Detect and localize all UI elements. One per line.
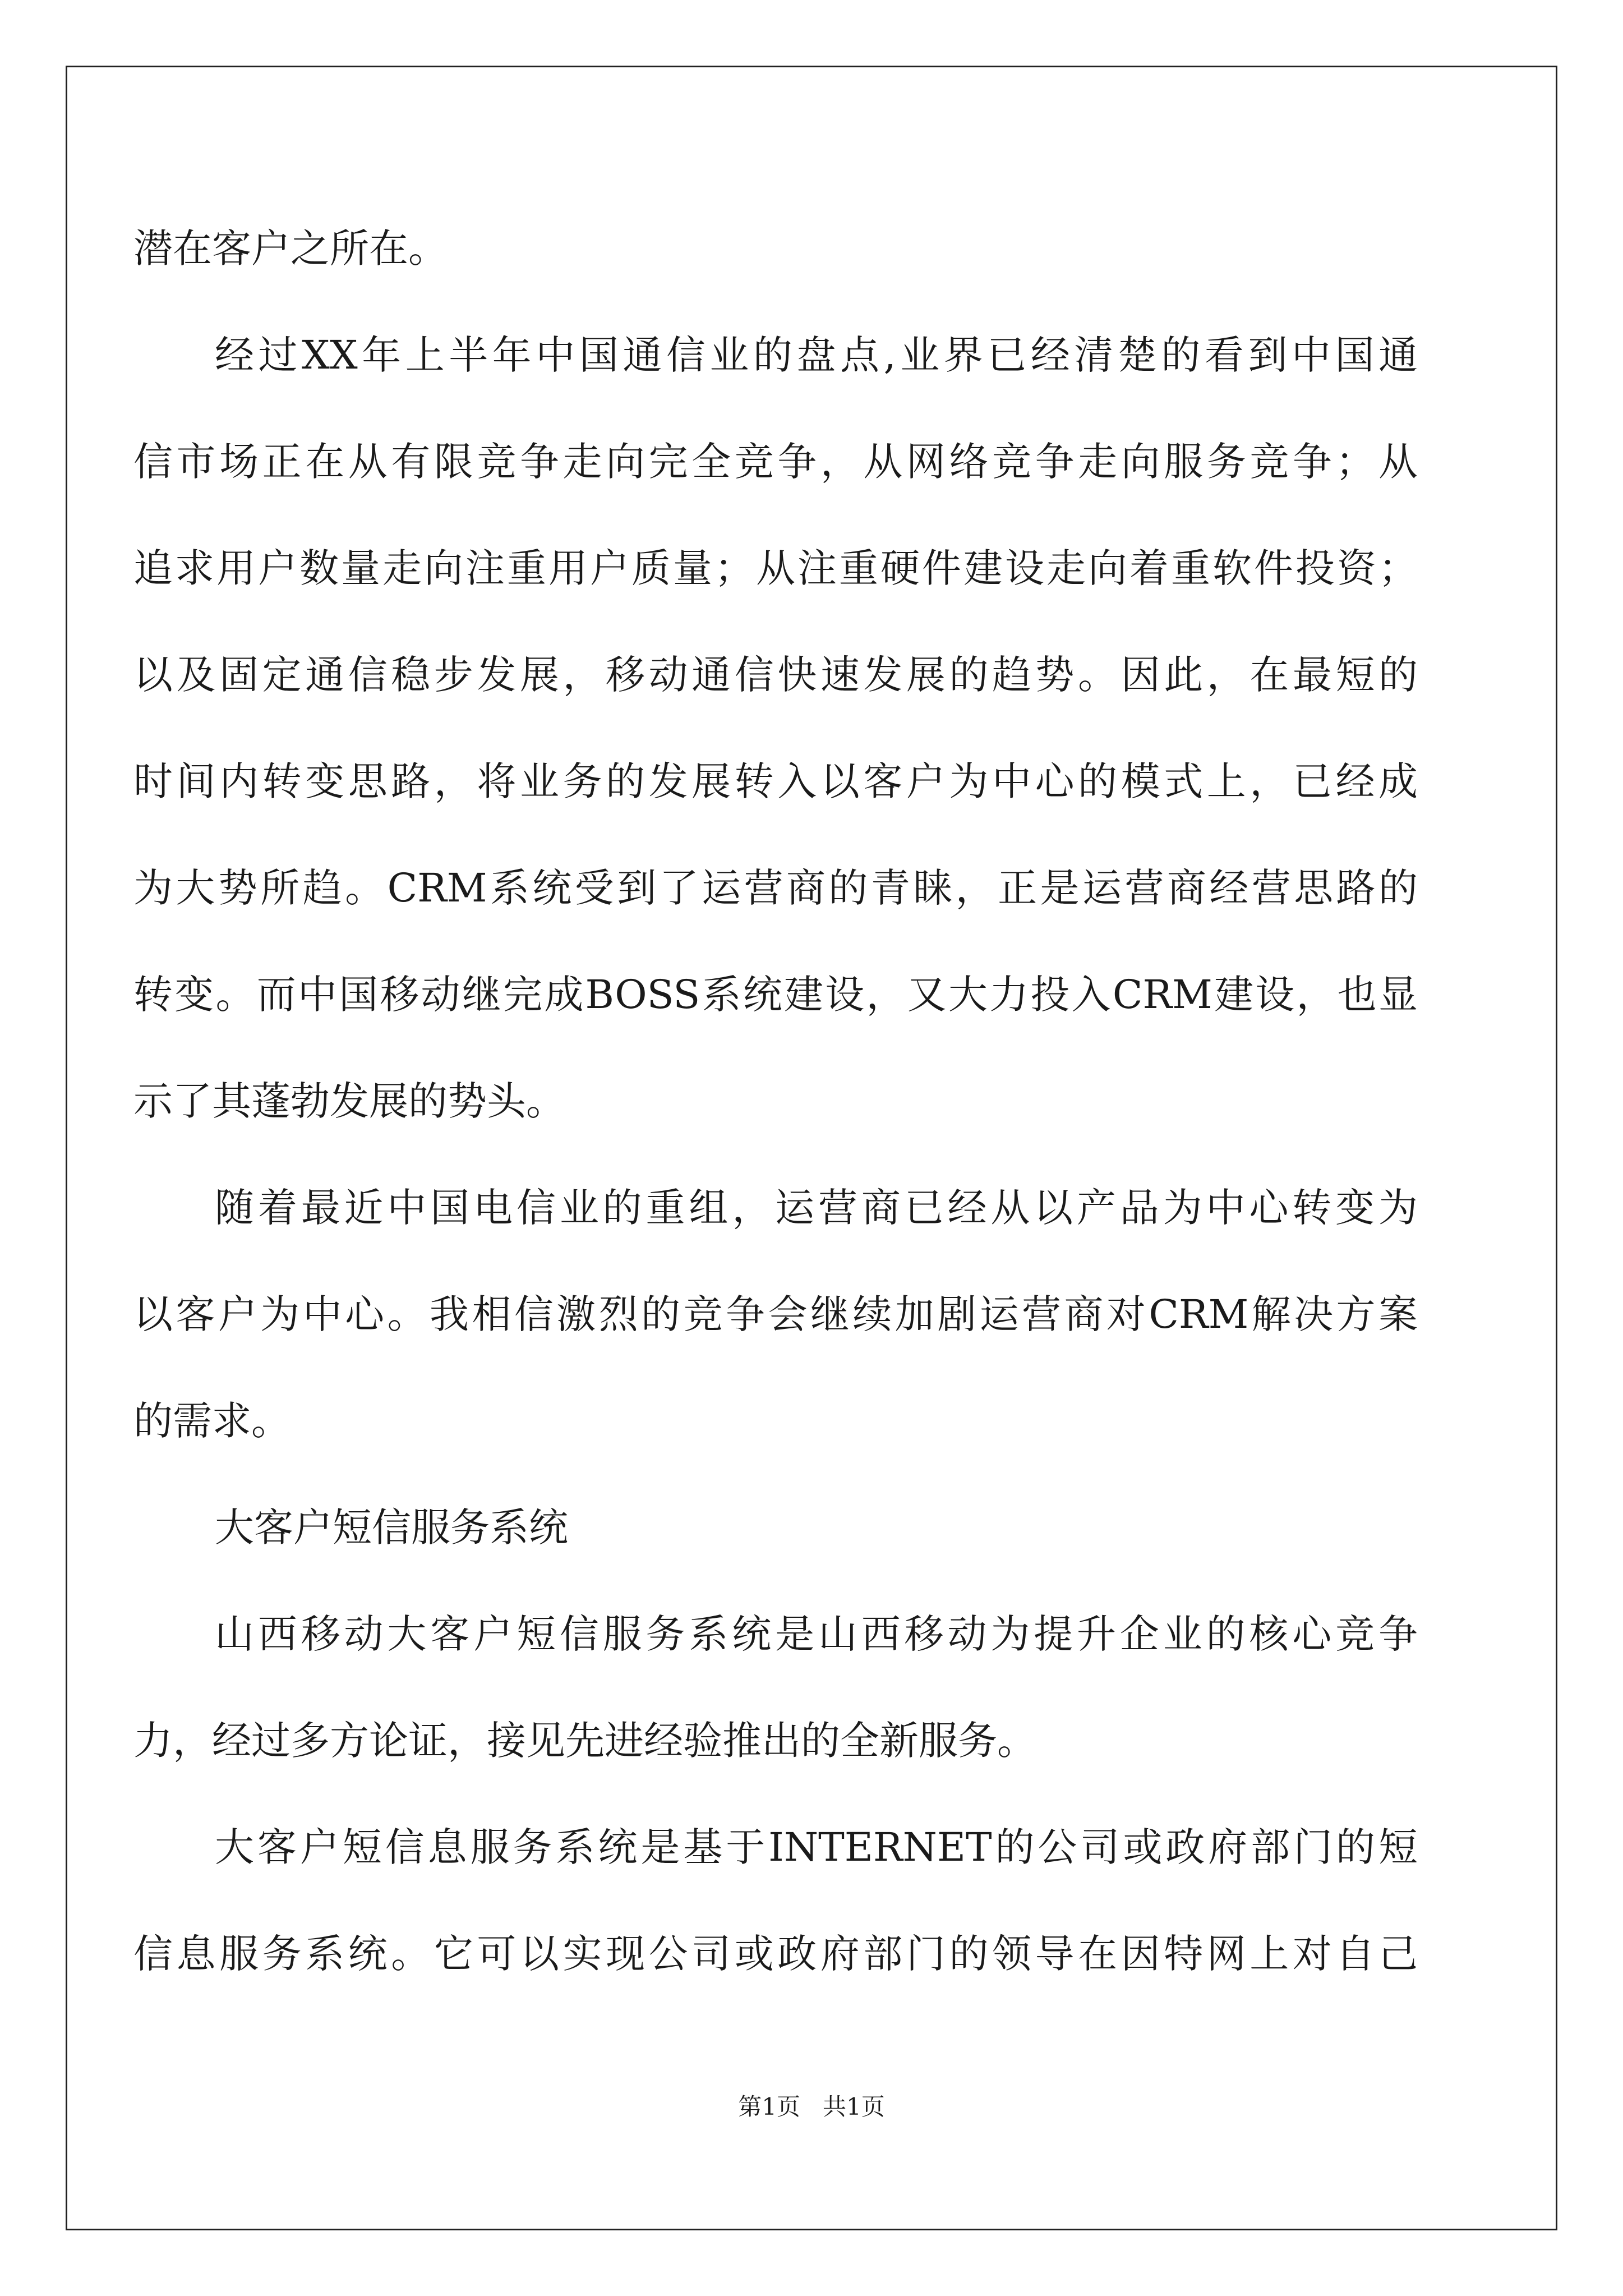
text-line: 以及固定通信稳步发展，移动通信快速发展的趋势。因此，在最短的 xyxy=(133,652,1418,698)
text-line: 以客户为中心。我相信激烈的竞争会继续加剧运营商对CRM解决方案 xyxy=(133,1291,1418,1337)
text-line: 的需求。 xyxy=(133,1398,291,1444)
text-line: 力，经过多方论证，接见先进经验推出的全新服务。 xyxy=(133,1718,1036,1764)
text-line: 随着最近中国电信业的重组，运营商已经从以产品为中心转变为 xyxy=(215,1185,1418,1231)
text-line: 信息服务系统。它可以实现公司或政府部门的领导在因特网上对自己 xyxy=(133,1931,1418,1977)
text-line: 追求用户数量走向注重用户质量；从注重硬件建设走向着重软件投资； xyxy=(133,545,1418,591)
text-line: 时间内转变思路，将业务的发展转入以客户为中心的模式上，已经成 xyxy=(133,758,1418,804)
text-line: 为大势所趋。CRM系统受到了运营商的青睐，正是运营商经营思路的 xyxy=(133,865,1418,911)
text-line: 山西移动大客户短信服务系统是山西移动为提升企业的核心竞争 xyxy=(215,1611,1418,1657)
page-number-footer: 第1页 共1页 xyxy=(738,2093,885,2120)
text-line: 信市场正在从有限竞争走向完全竞争，从网络竞争走向服务竞争；从 xyxy=(133,439,1418,485)
page-border xyxy=(66,66,1557,2230)
text-line: 转变。而中国移动继完成BOSS系统建设，又大力投入CRM建设，也显 xyxy=(133,972,1418,1018)
text-line: 示了其蓬勃发展的势头。 xyxy=(133,1078,565,1124)
section-heading: 大客户短信服务系统 xyxy=(215,1504,568,1550)
text-line: 大客户短信息服务系统是基于INTERNET的公司或政府部门的短 xyxy=(215,1824,1418,1870)
text-line: 潜在客户之所在。 xyxy=(133,226,448,272)
text-line: 经过XX年上半年中国通信业的盘点,业界已经清楚的看到中国通 xyxy=(215,332,1418,378)
